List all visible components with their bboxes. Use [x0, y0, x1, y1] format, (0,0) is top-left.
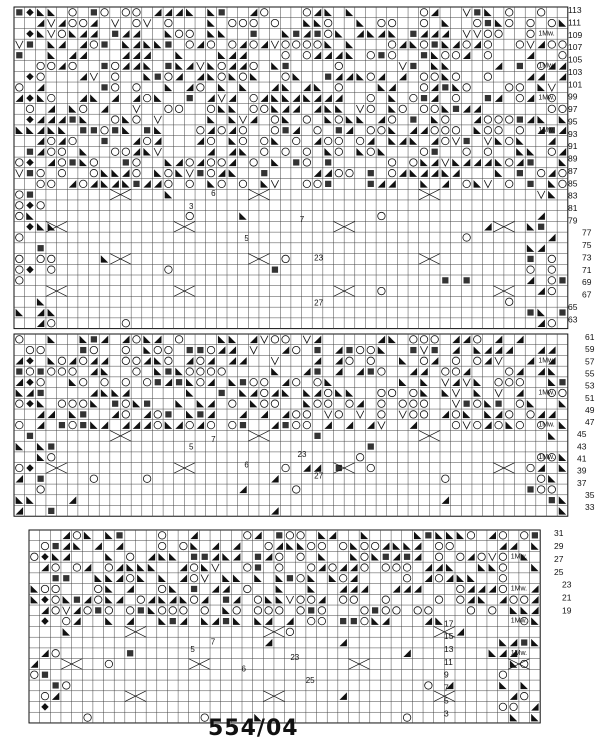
purl-symbol: [453, 106, 459, 112]
purl-symbol: [368, 170, 374, 176]
purl-symbol: [527, 309, 533, 315]
row-label: 89: [568, 153, 578, 164]
mw-marker: 1Mw.: [510, 649, 528, 657]
purl-symbol: [165, 368, 171, 374]
row-label: 105: [568, 54, 583, 65]
purl-symbol: [202, 554, 208, 560]
purl-symbol: [410, 347, 416, 353]
purl-symbol: [346, 347, 352, 353]
purl-symbol: [27, 149, 33, 155]
purl-symbol: [336, 465, 342, 471]
chart-middle: [14, 332, 595, 516]
purl-symbol: [340, 618, 346, 624]
purl-symbol: [532, 532, 538, 538]
purl-symbol: [155, 74, 161, 80]
chart-title: 554/04: [208, 716, 299, 741]
row-label: 47: [585, 417, 595, 428]
row-label: 51: [585, 392, 595, 403]
purl-symbol: [559, 277, 565, 283]
chart-number: 23: [314, 253, 324, 263]
row-label: 109: [568, 29, 583, 40]
purl-symbol: [517, 170, 523, 176]
purl-symbol: [251, 31, 257, 37]
mw-marker: 1Mw.: [538, 126, 555, 134]
row-label: 33: [585, 502, 595, 513]
row-label: 87: [568, 165, 578, 176]
purl-symbol: [223, 597, 229, 603]
row-label: 91: [568, 141, 578, 152]
purl-symbol: [282, 127, 288, 133]
row-label: 63: [568, 314, 578, 325]
purl-symbol: [442, 277, 448, 283]
purl-symbol: [101, 41, 107, 47]
row-label: 45: [577, 429, 587, 440]
row-label: 35: [585, 489, 595, 500]
row-label: 15: [444, 631, 454, 642]
row-label: 107: [568, 42, 583, 53]
purl-symbol: [38, 245, 44, 251]
mw-marker: 1Mw.: [538, 421, 555, 429]
mw-marker: 1Mw.: [538, 357, 555, 365]
purl-symbol: [48, 508, 54, 514]
mw-marker: 1Mw.: [538, 94, 555, 102]
purl-symbol: [91, 127, 97, 133]
purl-symbol: [378, 52, 384, 58]
mw-marker: 1Mw.: [510, 553, 528, 561]
chart-number: 6: [244, 460, 249, 470]
purl-symbol: [69, 159, 75, 165]
purl-symbol: [219, 390, 225, 396]
chart-number: 23: [290, 652, 300, 662]
chart-number: 5: [244, 234, 249, 244]
purl-symbol: [485, 95, 491, 101]
purl-symbol: [474, 9, 480, 15]
chart-number: 23: [297, 449, 307, 459]
row-label: 101: [568, 79, 583, 90]
purl-symbol: [91, 336, 97, 342]
purl-symbol: [351, 618, 357, 624]
purl-symbol: [165, 411, 171, 417]
row-label: 13: [444, 643, 454, 654]
purl-symbol: [219, 9, 225, 15]
purl-symbol: [559, 379, 565, 385]
mw-marker: 1Mw.: [510, 585, 528, 593]
purl-symbol: [187, 95, 193, 101]
row-label: 69: [582, 277, 592, 288]
purl-symbol: [404, 554, 410, 560]
row-label: 29: [554, 541, 564, 552]
purl-symbol: [42, 672, 48, 678]
row-label: 81: [568, 203, 578, 213]
row-label: 7: [444, 682, 449, 693]
purl-symbol: [63, 575, 69, 581]
chart-number: 27: [314, 471, 324, 481]
purl-symbol: [16, 368, 22, 374]
chart-number: 7: [211, 435, 216, 445]
purl-symbol: [527, 256, 533, 262]
purl-symbol: [255, 554, 261, 560]
purl-symbol: [410, 31, 416, 37]
purl-symbol: [191, 554, 197, 560]
mw-marker: 1Mw.: [538, 453, 555, 461]
purl-symbol: [495, 401, 501, 407]
purl-symbol: [112, 401, 118, 407]
purl-symbol: [432, 347, 438, 353]
mw-marker: 1Mw.: [510, 617, 528, 625]
chart-number: 6: [241, 664, 246, 674]
purl-symbol: [282, 422, 288, 428]
row-label: 41: [577, 453, 587, 464]
purl-symbol: [80, 422, 86, 428]
row-label: 53: [585, 380, 595, 391]
purl-symbol: [197, 170, 203, 176]
purl-symbol: [16, 52, 22, 58]
row-label: 49: [585, 404, 595, 415]
purl-symbol: [383, 554, 389, 560]
row-label: 65: [568, 301, 578, 312]
row-label: 71: [582, 264, 592, 275]
purl-symbol: [101, 138, 107, 144]
purl-symbol: [549, 497, 555, 503]
purl-symbol: [155, 379, 161, 385]
row-label: 31: [554, 528, 564, 539]
purl-symbol: [133, 181, 139, 187]
purl-symbol: [325, 74, 331, 80]
purl-symbol: [368, 443, 374, 449]
purl-symbol: [170, 618, 176, 624]
purl-symbol: [38, 368, 44, 374]
chart-number: 7: [299, 214, 305, 224]
purl-symbol: [38, 390, 44, 396]
row-label: 97: [568, 104, 578, 115]
purl-symbol: [410, 63, 416, 69]
purl-symbol: [282, 63, 288, 69]
chart-number: 6: [211, 189, 216, 199]
purl-symbol: [95, 607, 101, 613]
purl-symbol: [27, 41, 33, 47]
row-label: 75: [582, 240, 592, 251]
purl-symbol: [176, 379, 182, 385]
purl-symbol: [485, 20, 491, 26]
chart-top: [14, 5, 592, 329]
purl-symbol: [368, 368, 374, 374]
purl-symbol: [442, 84, 448, 90]
purl-symbol: [48, 443, 54, 449]
row-label: 61: [585, 332, 595, 343]
purl-symbol: [116, 532, 122, 538]
purl-symbol: [308, 607, 314, 613]
purl-symbol: [27, 191, 33, 197]
purl-symbol: [314, 347, 320, 353]
row-label: 11: [444, 656, 453, 667]
purl-symbol: [521, 639, 527, 645]
purl-symbol: [80, 127, 86, 133]
purl-symbol: [69, 116, 75, 122]
chart-number: 7: [210, 637, 216, 647]
row-label: 3: [444, 708, 449, 719]
row-label: 55: [585, 368, 595, 379]
purl-symbol: [138, 607, 144, 613]
purl-symbol: [527, 181, 533, 187]
purl-symbol: [336, 127, 342, 133]
row-label: 27: [554, 553, 564, 564]
purl-symbol: [276, 532, 282, 538]
row-label: 99: [568, 91, 578, 102]
purl-symbol: [421, 52, 427, 58]
purl-symbol: [197, 347, 203, 353]
row-label: 103: [568, 66, 583, 77]
purl-symbol: [80, 411, 86, 417]
purl-symbol: [432, 41, 438, 47]
purl-symbol: [53, 682, 59, 688]
purl-symbol: [517, 116, 523, 122]
purl-symbol: [80, 347, 86, 353]
chart-number: 3: [188, 201, 194, 211]
purl-symbol: [425, 532, 431, 538]
purl-symbol: [38, 476, 44, 482]
purl-symbol: [101, 84, 107, 90]
purl-symbol: [27, 433, 33, 439]
purl-symbol: [410, 116, 416, 122]
purl-symbol: [325, 159, 331, 165]
purl-symbol: [293, 31, 299, 37]
row-label: 39: [577, 465, 587, 476]
purl-symbol: [421, 95, 427, 101]
chart-number: 25: [305, 676, 315, 686]
purl-symbol: [240, 422, 246, 428]
purl-symbol: [112, 31, 118, 37]
purl-symbol: [240, 379, 246, 385]
row-label: 113: [568, 5, 582, 16]
purl-symbol: [123, 159, 129, 165]
purl-symbol: [432, 149, 438, 155]
purl-symbol: [144, 127, 150, 133]
purl-symbol: [127, 650, 133, 656]
mw-marker: 1Mw.: [538, 30, 555, 38]
purl-symbol: [74, 597, 80, 603]
purl-symbol: [255, 564, 261, 570]
purl-symbol: [187, 347, 193, 353]
purl-symbol: [165, 63, 171, 69]
purl-symbol: [53, 575, 59, 581]
purl-symbol: [464, 138, 470, 144]
purl-symbol: [538, 224, 544, 230]
chart-number: 27: [314, 298, 324, 308]
purl-symbol: [16, 9, 22, 15]
mw-marker: 1Mw.: [538, 62, 555, 70]
purl-symbol: [191, 586, 197, 592]
row-label: 57: [585, 356, 595, 367]
purl-symbol: [223, 618, 229, 624]
purl-symbol: [464, 277, 470, 283]
row-label: 9: [444, 669, 449, 680]
mw-marker: 1Mw.: [538, 389, 555, 397]
row-label: 111: [568, 17, 581, 28]
row-label: 59: [585, 344, 595, 355]
row-label: 85: [568, 178, 578, 189]
row-label: 5: [444, 695, 449, 706]
row-label: 23: [562, 579, 572, 590]
row-label: 95: [568, 116, 578, 127]
row-label: 73: [582, 252, 592, 263]
purl-symbol: [368, 181, 374, 187]
row-label: 37: [577, 477, 587, 488]
purl-symbol: [464, 401, 470, 407]
purl-symbol: [527, 486, 533, 492]
purl-symbol: [527, 159, 533, 165]
row-label: 93: [568, 128, 578, 139]
purl-symbol: [314, 368, 320, 374]
row-label: 77: [582, 227, 592, 238]
purl-symbol: [112, 127, 118, 133]
purl-symbol: [272, 267, 278, 273]
purl-symbol: [287, 575, 293, 581]
chart-bottom: [29, 528, 572, 723]
purl-symbol: [517, 63, 523, 69]
purl-symbol: [53, 543, 59, 549]
purl-symbol: [325, 181, 331, 187]
row-label: 67: [582, 289, 592, 300]
row-label: 25: [554, 566, 564, 577]
purl-symbol: [59, 422, 65, 428]
purl-symbol: [144, 401, 150, 407]
chart-number: 5: [190, 645, 195, 655]
purl-symbol: [314, 31, 320, 37]
purl-symbol: [314, 433, 320, 439]
row-label: 79: [568, 215, 578, 226]
chart-number: 5: [188, 442, 194, 452]
purl-symbol: [165, 41, 171, 47]
purl-symbol: [27, 170, 33, 176]
row-label: 83: [568, 190, 578, 201]
purl-symbol: [197, 411, 203, 417]
purl-symbol: [261, 170, 267, 176]
row-label: 19: [562, 605, 572, 616]
purl-symbol: [91, 9, 97, 15]
purl-symbol: [559, 309, 565, 315]
purl-symbol: [101, 63, 107, 69]
row-label: 17: [444, 618, 454, 629]
purl-symbol: [372, 607, 378, 613]
row-label: 21: [562, 592, 572, 603]
purl-symbol: [293, 159, 299, 165]
row-label: 43: [577, 441, 587, 452]
